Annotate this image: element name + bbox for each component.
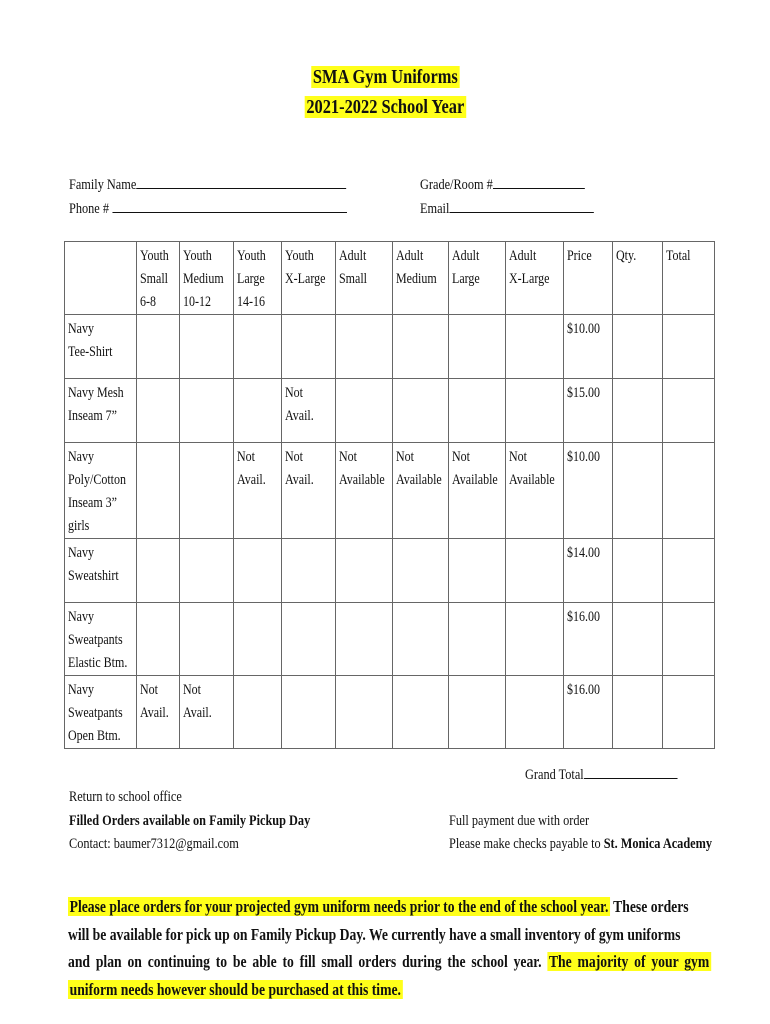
title-line-2: 2021-2022 School Year [306,96,464,118]
size-quantity-cell[interactable] [180,603,234,676]
form-subtitle [0,96,770,119]
family-name-label: Family Name [69,177,137,193]
notice-highlight-2: The majority of your gym [548,952,710,971]
checks-note [449,836,770,853]
size-quantity-cell[interactable] [506,676,564,749]
price-cell: $14.00 [564,539,613,603]
size-unavailable-cell: Not Available [506,443,564,539]
column-header: Total [663,242,715,315]
email-label: Email [420,201,450,217]
grade-room-field [420,176,621,194]
column-header: Adult X-Large [506,242,564,315]
table-row [65,443,715,539]
size-quantity-cell[interactable] [506,315,564,379]
grand-total-line[interactable] [584,766,677,779]
size-quantity-cell[interactable] [449,539,506,603]
price-cell: $16.00 [564,603,613,676]
item-name-cell: Navy Sweatpants Open Btm. [65,676,137,749]
table-header-row [65,242,715,315]
table-row [65,676,715,749]
total-cell[interactable] [663,603,715,676]
column-header: Qty. [613,242,663,315]
size-unavailable-cell: Not Avail. [282,443,336,539]
column-header: Adult Small [336,242,393,315]
column-header: Youth Large 14-16 [234,242,282,315]
column-header: Youth Small 6-8 [137,242,180,315]
size-quantity-cell[interactable] [393,379,449,443]
qty-cell[interactable] [613,315,663,379]
header-corner-cell [65,242,137,315]
notice-highlight-1: Please place orders for your projected gym uniform needs prior to the end of the school year. [69,897,609,916]
grade-room-label: Grade/Room # [420,177,493,193]
size-quantity-cell[interactable] [282,315,336,379]
size-quantity-cell[interactable] [282,603,336,676]
size-quantity-cell[interactable] [137,379,180,443]
size-quantity-cell[interactable] [336,539,393,603]
family-name-line[interactable] [136,176,346,189]
size-quantity-cell[interactable] [137,443,180,539]
size-quantity-cell[interactable] [336,315,393,379]
size-quantity-cell[interactable] [506,379,564,443]
size-quantity-cell[interactable] [336,379,393,443]
size-unavailable-cell: Not Available [449,443,506,539]
email-field [420,200,632,218]
table-row [65,539,715,603]
qty-cell[interactable] [613,379,663,443]
size-quantity-cell[interactable] [336,603,393,676]
phone-line[interactable] [112,200,347,213]
size-quantity-cell[interactable] [449,603,506,676]
total-cell[interactable] [663,539,715,603]
item-name-cell: Navy Sweatpants Elastic Btm. [65,603,137,676]
total-cell[interactable] [663,315,715,379]
notice-highlight-3: uniform needs however should be purchased at this time. [69,979,401,999]
size-quantity-cell[interactable] [137,539,180,603]
size-quantity-cell[interactable] [137,603,180,676]
size-quantity-cell[interactable] [234,676,282,749]
size-unavailable-cell: Not Avail. [137,676,180,749]
size-quantity-cell[interactable] [234,315,282,379]
size-quantity-cell[interactable] [234,603,282,676]
size-unavailable-cell: Not Avail. [180,676,234,749]
return-note: Return to school office [69,789,182,805]
contact-note: Contact: baumer7312@gmail.com [69,836,239,852]
payment-note: Full payment due with order [449,813,590,829]
size-quantity-cell[interactable] [282,539,336,603]
order-table [64,241,715,749]
table-row [65,603,715,676]
size-quantity-cell[interactable] [449,315,506,379]
price-cell: $16.00 [564,676,613,749]
grand-total-label: Grand Total [525,767,584,783]
size-quantity-cell[interactable] [180,539,234,603]
size-quantity-cell[interactable] [393,539,449,603]
table-row [65,315,715,379]
filled-orders-note: Filled Orders available on Family Pickup Day [69,813,311,829]
size-quantity-cell[interactable] [180,315,234,379]
item-name-cell: Navy Tee-Shirt [65,315,137,379]
title-line-1: SMA Gym Uniforms [312,66,458,88]
size-quantity-cell[interactable] [180,443,234,539]
qty-cell[interactable] [613,603,663,676]
item-name-cell: Navy Sweatshirt [65,539,137,603]
column-header: Youth X-Large [282,242,336,315]
qty-cell[interactable] [613,443,663,539]
form-title [0,66,770,89]
size-quantity-cell[interactable] [234,379,282,443]
column-header: Adult Large [449,242,506,315]
grand-total-field [525,766,711,784]
phone-field [69,200,408,218]
size-quantity-cell[interactable] [449,676,506,749]
size-quantity-cell[interactable] [234,539,282,603]
family-name-field [69,176,407,194]
item-name-cell: Navy Mesh Inseam 7” [65,379,137,443]
grade-room-line[interactable] [493,176,585,189]
qty-cell[interactable] [613,539,663,603]
qty-cell[interactable] [613,676,663,749]
size-unavailable-cell: Not Avail. [282,379,336,443]
size-quantity-cell[interactable] [506,603,564,676]
price-cell: $10.00 [564,315,613,379]
size-quantity-cell[interactable] [393,603,449,676]
table-row [65,379,715,443]
size-quantity-cell[interactable] [393,315,449,379]
price-cell: $15.00 [564,379,613,443]
column-header: Price [564,242,613,315]
phone-label: Phone # [69,201,109,217]
price-cell: $10.00 [564,443,613,539]
column-header: Adult Medium [393,242,449,315]
size-quantity-cell[interactable] [282,676,336,749]
size-quantity-cell[interactable] [336,676,393,749]
total-cell[interactable] [663,676,715,749]
checks-payee: St. Monica Academy [603,836,713,852]
total-cell[interactable] [663,443,715,539]
size-quantity-cell[interactable] [137,315,180,379]
size-quantity-cell[interactable] [180,379,234,443]
total-cell[interactable] [663,379,715,443]
column-header: Youth Medium 10-12 [180,242,234,315]
item-name-cell: Navy Poly/Cotton Inseam 3” girls [65,443,137,539]
size-unavailable-cell: Not Avail. [234,443,282,539]
size-unavailable-cell: Not Available [393,443,449,539]
size-unavailable-cell: Not Available [336,443,393,539]
email-line[interactable] [449,200,593,213]
order-notice: Please place orders for your projected gym uniform needs prior to the end of the school year. These orders will be available for pick up on Family Pickup Day. We currently have a small inventory of gym uniforms and plan on continuing to be able to fill small orders during the school year. The majority of your gym uniform needs however should be purchased at this time. [68,897,710,999]
size-quantity-cell[interactable] [449,379,506,443]
size-quantity-cell[interactable] [393,676,449,749]
checks-prefix: Please make checks payable to [449,836,604,852]
size-quantity-cell[interactable] [506,539,564,603]
